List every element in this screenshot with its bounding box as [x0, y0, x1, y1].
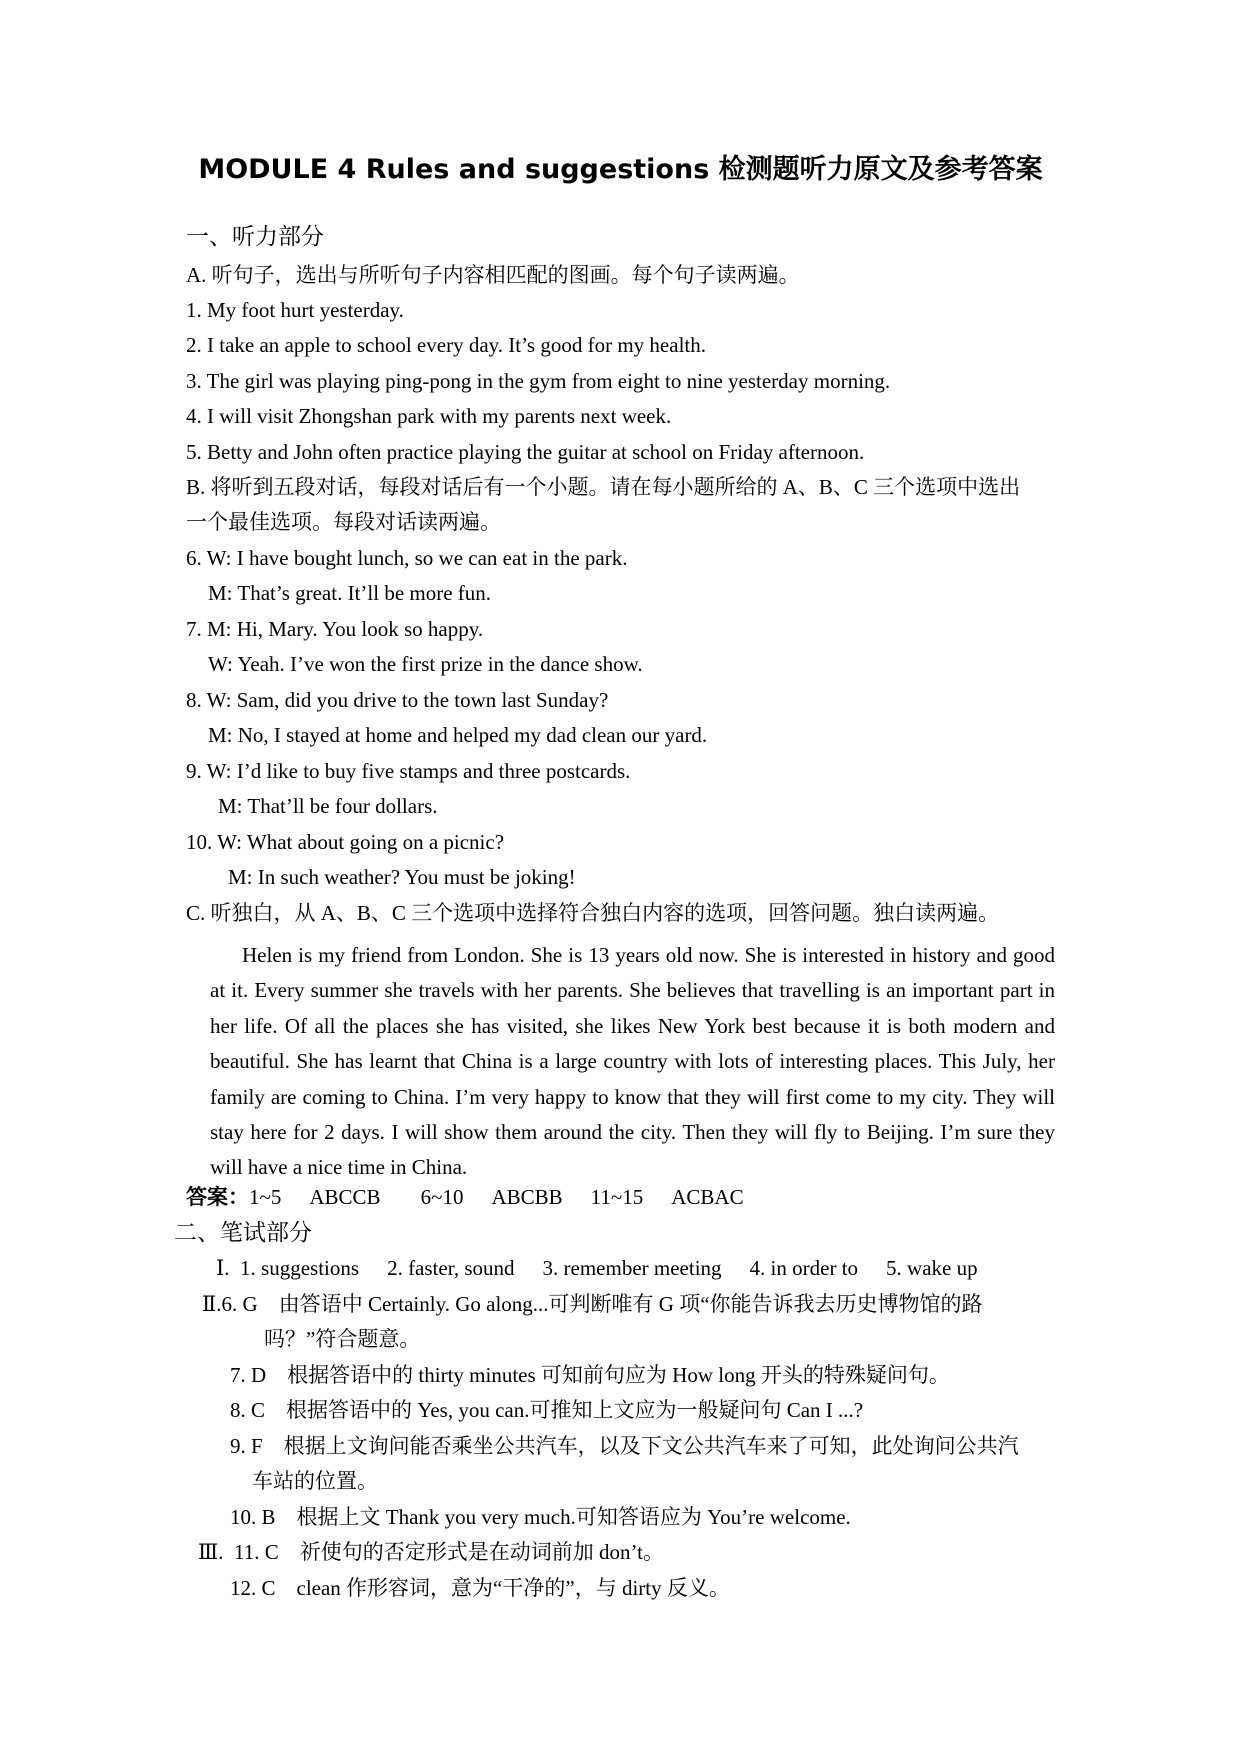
- dialogue-line: M: In such weather? You must be joking!: [228, 865, 576, 889]
- dialogue-line: 6. W: I have bought lunch, so we can eat in the park.: [186, 546, 628, 570]
- part-2-q6: Ⅱ.6. G 由答语中 Certainly. Go along...可判断唯有 G 项“你能告诉我去历史博物馆的路: [202, 1292, 983, 1316]
- page-title: MODULE 4 Rules and suggestions 检测题听力原文及参考答案: [198, 154, 1043, 185]
- dialogue-line: 10. W: What about going on a picnic?: [186, 830, 505, 854]
- part-2-q8: 8. C 根据答语中的 Yes, you can.可推知上文应为一般疑问句 Can I ...?: [230, 1398, 864, 1422]
- part-2-q6-cont: 吗？”符合题意。: [264, 1327, 421, 1351]
- part-a-item: 4. I will visit Zhongshan park with my parents next week.: [186, 404, 672, 428]
- section-heading-listening: 一、听力部分: [186, 224, 324, 250]
- part-3-q11: Ⅲ. 11. C 祈使句的否定形式是在动词前加 don’t。: [198, 1540, 664, 1564]
- answers-label: 答案：: [186, 1185, 249, 1209]
- part-a-item: 1. My foot hurt yesterday.: [186, 298, 404, 322]
- part-3-q12: 12. C clean 作形容词，意为“干净的”，与 dirty 反义。: [230, 1576, 730, 1600]
- part-2-q9: 9. F 根据上文询问能否乘坐公共汽车，以及下文公共汽车来了可知，此处询问公共汽: [230, 1434, 1019, 1458]
- part-b-instruction-cont: 一个最佳选项。每段对话读两遍。: [186, 510, 501, 534]
- dialogue-line: 8. W: Sam, did you drive to the town last Sunday?: [186, 688, 609, 712]
- part-a-item: 3. The girl was playing ping-pong in the gym from eight to nine yesterday morning.: [186, 369, 891, 393]
- listening-answers: 答案：1~5 ABCCB 6~10 ABCBB 11~15 ACBAC: [186, 1185, 744, 1209]
- dialogue-line: M: That’ll be four dollars.: [218, 794, 438, 818]
- part-2-q9-cont: 车站的位置。: [252, 1469, 378, 1493]
- part-c-instruction: C. 听独白，从 A、B、C 三个选项中选择符合独白内容的选项，回答问题。独白读两遍。: [186, 901, 1000, 925]
- part-a-item: 2. I take an apple to school every day. It’s good for my health.: [186, 333, 706, 357]
- dialogue-line: M: That’s great. It’ll be more fun.: [208, 581, 492, 605]
- dialogue-line: W: Yeah. I’ve won the first prize in the dance show.: [208, 652, 643, 676]
- part-a-item: 5. Betty and John often practice playing the guitar at school on Friday afternoon.: [186, 440, 865, 464]
- dialogue-line: 9. W: I’d like to buy five stamps and three postcards.: [186, 759, 631, 783]
- part-a-instruction: A. 听句子，选出与所听句子内容相匹配的图画。每个句子读两遍。: [186, 263, 800, 287]
- part-2-q10: 10. B 根据上文 Thank you very much.可知答语应为 You’re welcome.: [230, 1505, 851, 1529]
- monologue-passage: Helen is my friend from London. She is 13 years old now. She is interested in history and good at it. Every summer she travels with her parents. She believes that travelling is an important part in her life. Of all the places she has visited, she likes New York best because it is both modern and beautiful. She has learnt that China is a large country with lots of interesting places. This July, her family are coming to China. I’m very happy to know that they will first come to my city. They will stay here for 2 days. I will show them around the city. Then they will fly to Beijing. I’m sure they will have a nice time in China.: [210, 943, 1055, 1180]
- part-1-answers: Ⅰ. 1. suggestions 2. faster, sound 3. remember meeting 4. in order to 5. wake up: [216, 1256, 978, 1280]
- dialogue-line: 7. M: Hi, Mary. You look so happy.: [186, 617, 484, 641]
- part-2-q7: 7. D 根据答语中的 thirty minutes 可知前句应为 How long 开头的特殊疑问句。: [230, 1363, 950, 1387]
- section-heading-written: 二、笔试部分: [174, 1220, 312, 1246]
- part-b-instruction: B. 将听到五段对话，每段对话后有一个小题。请在每小题所给的 A、B、C 三个选项中选出: [186, 475, 1021, 499]
- dialogue-line: M: No, I stayed at home and helped my dad clean our yard.: [208, 723, 708, 747]
